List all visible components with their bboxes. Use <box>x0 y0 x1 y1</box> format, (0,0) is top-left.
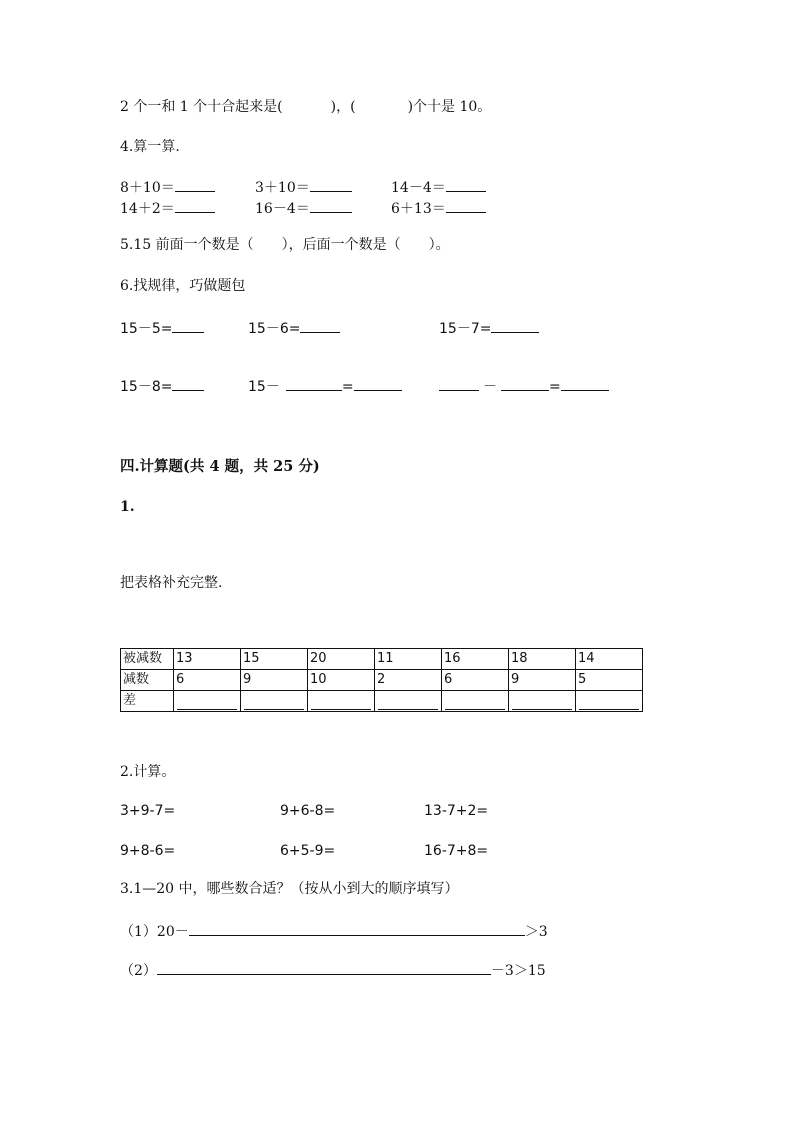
c3-title: 3.1—20 中，哪些数合适？（按从小到大的顺序填写） <box>120 881 459 897</box>
answer-blank[interactable] <box>446 198 486 213</box>
q6-item-5: 15－ = <box>248 376 402 396</box>
q6-item-4: 15－8= <box>120 376 204 396</box>
q5-question: 5.15 前面一个数是（ ），后面一个数是（ ）。 <box>120 237 450 253</box>
calc-item: 9+6-8= <box>280 803 336 819</box>
fill-blank-question-tens-ones: 2 个一和 1 个十合起来是( )，( )个十是 10。 <box>120 99 492 115</box>
table-cell: 9 <box>509 670 576 691</box>
c3-line-1: （1）20－ ＞3 <box>120 921 548 941</box>
table-cell: 14 <box>576 649 643 670</box>
answer-blank[interactable] <box>561 376 609 391</box>
answer-cell[interactable] <box>375 691 442 712</box>
table-cell: 6 <box>442 670 509 691</box>
table-cell: 10 <box>308 670 375 691</box>
answer-cell[interactable] <box>509 691 576 712</box>
answer-blank[interactable] <box>501 376 549 391</box>
answer-blank[interactable] <box>491 318 539 333</box>
answer-blank[interactable] <box>354 376 402 391</box>
calc-item: 16-7+8= <box>424 843 489 859</box>
answer-line[interactable] <box>157 960 491 975</box>
table-cell: 13 <box>174 649 241 670</box>
calc-item: 6+5-9= <box>280 843 336 859</box>
q6-item-1: 15－5= <box>120 318 204 338</box>
table-cell: 16 <box>442 649 509 670</box>
calc-item: 13-7+2= <box>424 803 489 819</box>
calc-item: 9+8-6= <box>120 843 176 859</box>
table-row-minuend <box>121 649 643 670</box>
q4-title: 4.算一算. <box>120 139 180 155</box>
answer-blank[interactable] <box>172 376 204 391</box>
table-cell: 5 <box>576 670 643 691</box>
question-number: 1. <box>120 499 135 515</box>
row-header: 被减数 <box>121 649 174 670</box>
answer-cell[interactable] <box>308 691 375 712</box>
answer-line[interactable] <box>189 921 525 936</box>
q6-item-2: 15－6= <box>248 318 340 338</box>
answer-blank[interactable] <box>439 376 479 391</box>
table-cell: 9 <box>241 670 308 691</box>
q6-title: 6.找规律，巧做题包 <box>120 278 246 294</box>
answer-blank[interactable] <box>286 376 342 391</box>
row-header: 减数 <box>121 670 174 691</box>
row-header: 差 <box>121 691 174 712</box>
answer-cell[interactable] <box>241 691 308 712</box>
answer-blank[interactable] <box>172 318 204 333</box>
answer-blank[interactable] <box>175 198 215 213</box>
q4-item-3: 14－4＝ <box>391 177 486 197</box>
table-row-subtrahend <box>121 670 643 691</box>
c3-line-2: （2） －3＞15 <box>120 960 546 980</box>
answer-blank[interactable] <box>300 318 340 333</box>
table-cell: 20 <box>308 649 375 670</box>
table-instruction: 把表格补充完整. <box>120 575 223 591</box>
table-row-difference <box>121 691 643 712</box>
q4-item-6: 6＋13＝ <box>391 198 486 218</box>
q4-item-5: 16－4＝ <box>255 198 352 218</box>
section-title: 四.计算题(共 4 题，共 25 分) <box>120 458 320 475</box>
table-cell: 2 <box>375 670 442 691</box>
q4-item-4: 14＋2＝ <box>120 198 215 218</box>
answer-blank[interactable] <box>446 177 486 192</box>
c2-title: 2.计算。 <box>120 764 176 780</box>
answer-blank[interactable] <box>175 177 215 192</box>
q4-item-1: 8＋10＝ <box>120 177 215 197</box>
table-cell: 11 <box>375 649 442 670</box>
table-cell: 18 <box>509 649 576 670</box>
q6-item-6: － = <box>439 376 609 396</box>
q6-item-3: 15－7= <box>439 318 539 338</box>
answer-cell[interactable] <box>442 691 509 712</box>
table-cell: 15 <box>241 649 308 670</box>
answer-blank[interactable] <box>310 177 352 192</box>
answer-blank[interactable] <box>310 198 352 213</box>
subtraction-table <box>120 648 643 712</box>
calc-item: 3+9-7= <box>120 803 176 819</box>
table-cell: 6 <box>174 670 241 691</box>
answer-cell[interactable] <box>174 691 241 712</box>
answer-cell[interactable] <box>576 691 643 712</box>
q4-item-2: 3＋10＝ <box>255 177 352 197</box>
